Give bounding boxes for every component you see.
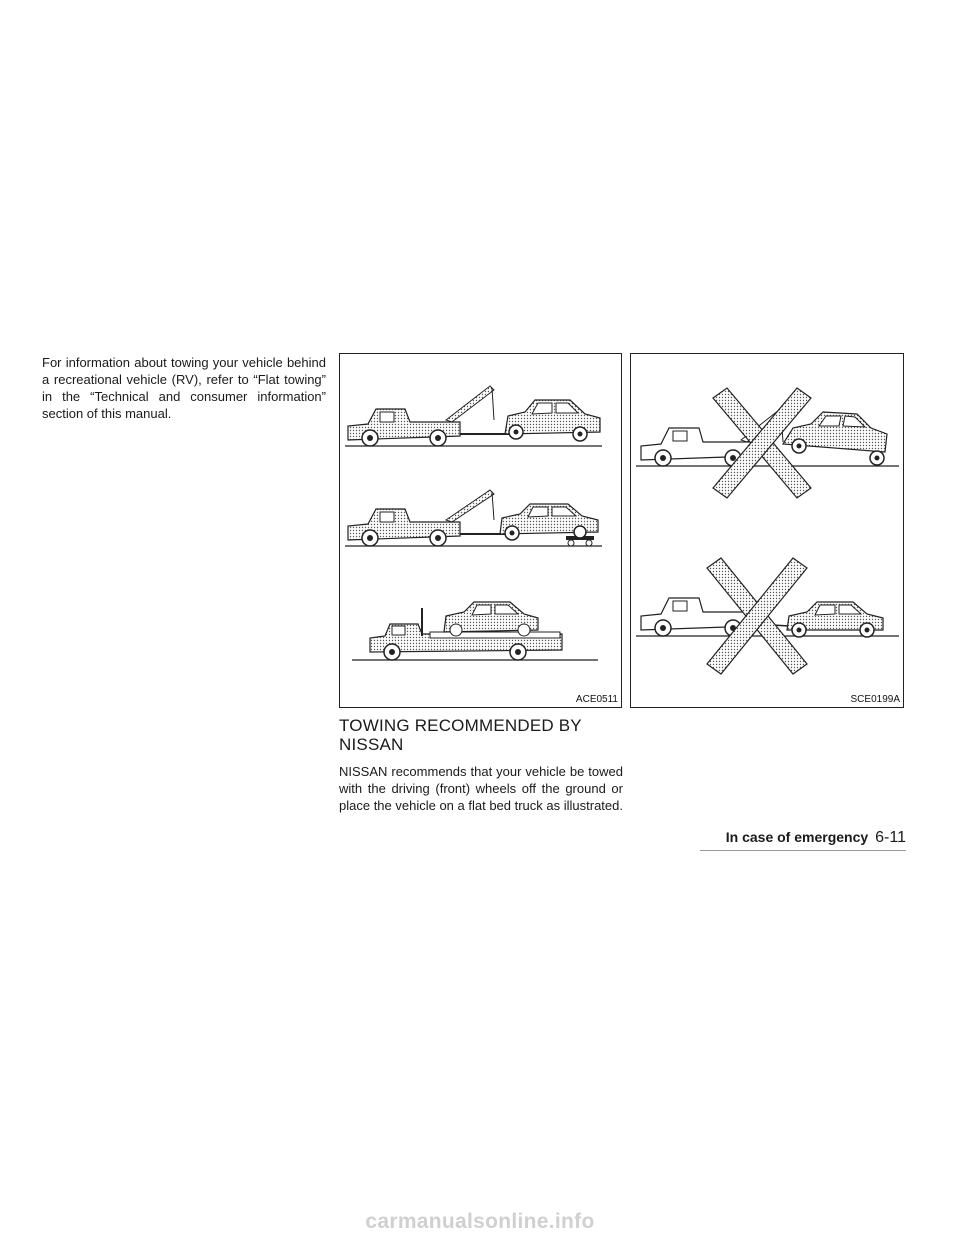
section-title: TOWING RECOMMENDED BY NISSAN <box>339 716 582 754</box>
section-body: NISSAN recommends that your vehicle be towed with the driving (front) wheels off the ground or place the vehicle on a flat bed truck as illustrated. <box>339 764 623 813</box>
figure-recommended-towing <box>339 353 622 708</box>
towing-rv-note: For information about towing your vehicle behind a recreational vehicle (RV), refer to “Flat towing” in the “Technical and consumer information” section of this manual. <box>42 355 326 421</box>
figure-code: SCE0199A <box>850 694 900 705</box>
incorrect-towing-illustration <box>631 354 903 707</box>
figure-incorrect-towing <box>630 353 904 708</box>
wrong-tow-scene-bottom <box>636 558 899 674</box>
recommended-towing-illustration <box>340 354 621 707</box>
dolly-tow-scene <box>345 490 602 546</box>
wheel-lift-tow-scene <box>345 386 602 446</box>
page-footer <box>700 829 906 851</box>
footer-section-name: In case of emergency <box>725 829 869 845</box>
wrong-tow-scene-top <box>636 388 899 498</box>
flatbed-tow-scene <box>352 602 598 660</box>
footer-rule <box>700 850 906 851</box>
figure-code: ACE0511 <box>575 694 618 705</box>
page-number: 6-11 <box>875 829 906 846</box>
watermark: carmanualsonline.info <box>365 1210 595 1233</box>
